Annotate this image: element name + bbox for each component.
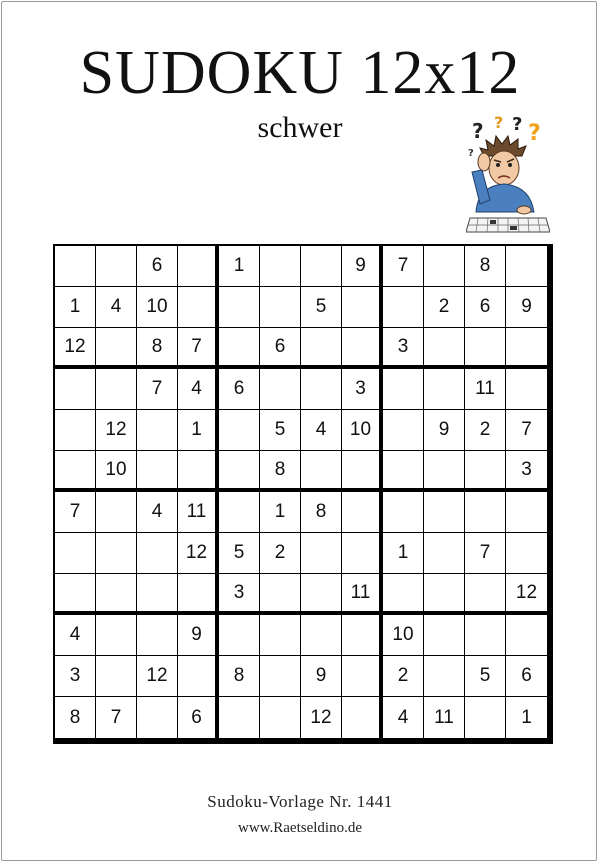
sudoku-cell[interactable] (137, 615, 178, 656)
sudoku-cell[interactable]: 2 (383, 656, 424, 697)
sudoku-cell[interactable] (96, 369, 137, 410)
sudoku-cell[interactable] (137, 451, 178, 492)
sudoku-cell[interactable]: 11 (178, 492, 219, 533)
sudoku-cell[interactable]: 8 (465, 246, 506, 287)
sudoku-cell[interactable]: 5 (465, 656, 506, 697)
sudoku-cell[interactable] (506, 615, 547, 656)
sudoku-cell[interactable]: 9 (342, 246, 383, 287)
sudoku-cell[interactable] (383, 492, 424, 533)
sudoku-cell[interactable] (301, 246, 342, 287)
sudoku-cell[interactable] (465, 574, 506, 615)
sudoku-cell[interactable]: 10 (342, 410, 383, 451)
sudoku-cell[interactable] (342, 492, 383, 533)
sudoku-cell[interactable] (96, 533, 137, 574)
sudoku-cell[interactable] (219, 410, 260, 451)
sudoku-cell[interactable] (260, 656, 301, 697)
sudoku-cell[interactable] (260, 287, 301, 328)
sudoku-cell[interactable]: 4 (301, 410, 342, 451)
sudoku-cell[interactable] (424, 615, 465, 656)
sudoku-cell[interactable]: 4 (96, 287, 137, 328)
difficulty-label: schwer (257, 111, 343, 144)
sudoku-cell[interactable] (383, 451, 424, 492)
sudoku-cell[interactable]: 4 (137, 492, 178, 533)
sudoku-cell[interactable] (506, 533, 547, 574)
sudoku-cell[interactable]: 7 (506, 410, 547, 451)
sudoku-cell[interactable]: 6 (465, 287, 506, 328)
sudoku-cell[interactable] (178, 287, 219, 328)
sudoku-cell[interactable] (506, 369, 547, 410)
sudoku-cell[interactable]: 10 (383, 615, 424, 656)
sudoku-cell[interactable]: 7 (137, 369, 178, 410)
sudoku-cell[interactable] (260, 574, 301, 615)
sudoku-cell[interactable]: 12 (506, 574, 547, 615)
sudoku-cell[interactable] (301, 328, 342, 369)
sudoku-cell[interactable] (424, 246, 465, 287)
sudoku-cell[interactable]: 4 (178, 369, 219, 410)
sudoku-cell[interactable] (465, 328, 506, 369)
sudoku-cell[interactable] (260, 246, 301, 287)
sudoku-cell[interactable] (342, 287, 383, 328)
sudoku-cell[interactable] (342, 697, 383, 738)
sudoku-cell[interactable]: 7 (55, 492, 96, 533)
sudoku-cell[interactable] (342, 533, 383, 574)
sudoku-cell[interactable]: 1 (178, 410, 219, 451)
sudoku-cell[interactable] (96, 574, 137, 615)
sudoku-cell[interactable] (506, 328, 547, 369)
sudoku-cell[interactable]: 8 (260, 451, 301, 492)
website-link[interactable]: www.Raetseldino.de (238, 820, 362, 836)
sudoku-cell[interactable]: 2 (424, 287, 465, 328)
sudoku-cell[interactable]: 5 (219, 533, 260, 574)
sudoku-cell[interactable] (465, 492, 506, 533)
sudoku-cell[interactable] (465, 615, 506, 656)
sudoku-cell[interactable]: 9 (301, 656, 342, 697)
sudoku-cell[interactable]: 6 (137, 246, 178, 287)
sudoku-cell[interactable]: 1 (383, 533, 424, 574)
sudoku-cell[interactable] (424, 328, 465, 369)
question-mark: ? (472, 119, 484, 143)
sudoku-cell[interactable] (301, 369, 342, 410)
sudoku-cell[interactable] (96, 656, 137, 697)
sudoku-cell[interactable] (383, 574, 424, 615)
sudoku-cell[interactable] (424, 533, 465, 574)
sudoku-cell[interactable] (424, 369, 465, 410)
sudoku-cell[interactable] (260, 615, 301, 656)
sudoku-cell[interactable] (219, 615, 260, 656)
sudoku-cell[interactable]: 4 (383, 697, 424, 738)
sudoku-cell[interactable] (301, 451, 342, 492)
sudoku-cell[interactable]: 9 (506, 287, 547, 328)
sudoku-cell[interactable]: 8 (219, 656, 260, 697)
sudoku-cell[interactable] (424, 492, 465, 533)
sudoku-cell[interactable]: 7 (96, 697, 137, 738)
sudoku-cell[interactable] (383, 410, 424, 451)
sudoku-cell[interactable] (55, 369, 96, 410)
sudoku-cell[interactable]: 10 (96, 451, 137, 492)
sudoku-cell[interactable] (301, 533, 342, 574)
sudoku-cell[interactable] (55, 246, 96, 287)
sudoku-cell[interactable] (96, 492, 137, 533)
sudoku-cell[interactable]: 7 (178, 328, 219, 369)
question-mark: ? (528, 121, 541, 146)
sudoku-cell[interactable] (96, 328, 137, 369)
sudoku-cell[interactable]: 6 (260, 328, 301, 369)
sudoku-cell[interactable]: 2 (260, 533, 301, 574)
sudoku-cell[interactable]: 2 (465, 410, 506, 451)
sudoku-cell[interactable] (137, 410, 178, 451)
sudoku-cell[interactable]: 6 (219, 369, 260, 410)
sudoku-cell[interactable] (301, 574, 342, 615)
sudoku-cell[interactable] (342, 328, 383, 369)
page-title: SUDOKU 12x12 (79, 39, 521, 107)
sudoku-cell[interactable] (219, 451, 260, 492)
sudoku-cell[interactable]: 12 (137, 656, 178, 697)
sudoku-cell[interactable] (383, 369, 424, 410)
sudoku-cell[interactable]: 6 (178, 697, 219, 738)
sudoku-cell[interactable] (178, 656, 219, 697)
sudoku-grid (53, 244, 553, 744)
sudoku-cell[interactable]: 3 (219, 574, 260, 615)
sudoku-cell[interactable] (96, 246, 137, 287)
sudoku-cell[interactable]: 3 (506, 451, 547, 492)
sudoku-cell[interactable] (178, 451, 219, 492)
sudoku-cell[interactable] (137, 574, 178, 615)
puzzled-man-icon (466, 112, 550, 234)
sudoku-cell[interactable]: 12 (55, 328, 96, 369)
sudoku-cell[interactable]: 3 (383, 328, 424, 369)
sudoku-cell[interactable]: 8 (301, 492, 342, 533)
sudoku-cell[interactable] (55, 410, 96, 451)
sudoku-cell[interactable] (219, 492, 260, 533)
sudoku-cell[interactable] (465, 697, 506, 738)
question-mark: ? (512, 114, 523, 135)
sudoku-cell[interactable] (424, 574, 465, 615)
sudoku-cell[interactable] (96, 615, 137, 656)
sudoku-cell[interactable] (219, 328, 260, 369)
sudoku-cell[interactable]: 7 (465, 533, 506, 574)
question-mark: ? (468, 148, 474, 159)
sudoku-cell[interactable]: 6 (506, 656, 547, 697)
sudoku-cell[interactable] (342, 451, 383, 492)
sudoku-cell[interactable] (465, 451, 506, 492)
sudoku-cell[interactable] (506, 492, 547, 533)
sudoku-cell[interactable]: 11 (465, 369, 506, 410)
sudoku-cell[interactable] (301, 615, 342, 656)
sudoku-cell[interactable]: 10 (137, 287, 178, 328)
sudoku-cell[interactable]: 1 (219, 246, 260, 287)
sudoku-cell[interactable] (219, 287, 260, 328)
sudoku-cell[interactable] (178, 574, 219, 615)
sudoku-cell[interactable] (342, 656, 383, 697)
sudoku-cell[interactable]: 1 (506, 697, 547, 738)
sudoku-cell[interactable]: 9 (178, 615, 219, 656)
sudoku-cell[interactable] (383, 287, 424, 328)
sudoku-cell[interactable] (260, 369, 301, 410)
sudoku-cell[interactable] (137, 697, 178, 738)
sudoku-cell[interactable]: 7 (383, 246, 424, 287)
question-mark: ? (494, 113, 504, 132)
sudoku-cell[interactable] (342, 615, 383, 656)
sudoku-cell[interactable]: 3 (55, 656, 96, 697)
sudoku-cell[interactable]: 11 (342, 574, 383, 615)
sudoku-cell[interactable] (424, 451, 465, 492)
sudoku-cell[interactable] (260, 697, 301, 738)
sudoku-cell[interactable]: 5 (260, 410, 301, 451)
sudoku-cell[interactable] (178, 246, 219, 287)
sudoku-cell[interactable] (55, 533, 96, 574)
sudoku-cell[interactable] (55, 574, 96, 615)
sudoku-cell[interactable]: 9 (424, 410, 465, 451)
sudoku-cell[interactable]: 1 (260, 492, 301, 533)
sudoku-cell[interactable] (424, 656, 465, 697)
sudoku-cell[interactable]: 8 (137, 328, 178, 369)
sudoku-cell[interactable]: 12 (178, 533, 219, 574)
sudoku-cell[interactable]: 3 (342, 369, 383, 410)
sudoku-cell[interactable] (137, 533, 178, 574)
sudoku-cell[interactable]: 1 (55, 287, 96, 328)
sudoku-cell[interactable]: 12 (301, 697, 342, 738)
sudoku-cell[interactable] (55, 451, 96, 492)
sudoku-cell[interactable] (219, 697, 260, 738)
sudoku-cell[interactable]: 12 (96, 410, 137, 451)
sudoku-cell[interactable] (506, 246, 547, 287)
sudoku-cell[interactable]: 4 (55, 615, 96, 656)
template-number: Sudoku-Vorlage Nr. 1441 (207, 792, 393, 811)
sudoku-cell[interactable]: 8 (55, 697, 96, 738)
sudoku-cell[interactable]: 5 (301, 287, 342, 328)
sudoku-cell[interactable]: 11 (424, 697, 465, 738)
